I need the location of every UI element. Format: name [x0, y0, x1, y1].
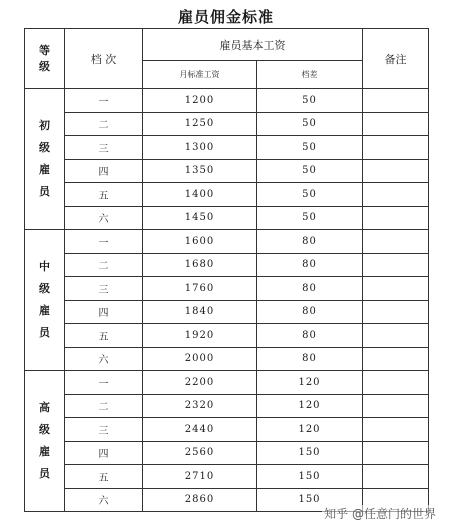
remark-cell: [363, 324, 429, 348]
step-cell: 五: [65, 465, 143, 489]
grade-cell: [25, 371, 65, 512]
monthly-salary-cell: 2440: [143, 418, 257, 442]
table-body: [25, 89, 429, 512]
remark-cell: [363, 89, 429, 113]
table-row: [25, 300, 429, 324]
monthly-salary-cell: 2560: [143, 441, 257, 465]
step-cell: 一: [65, 230, 143, 254]
step-difference-cell: 50: [257, 183, 363, 207]
remark-cell: [363, 253, 429, 277]
step-cell: 四: [65, 300, 143, 324]
monthly-salary-cell: 1920: [143, 324, 257, 348]
step-difference-cell: 50: [257, 112, 363, 136]
step-difference-cell: 120: [257, 371, 363, 395]
remark-cell: [363, 347, 429, 371]
remark-cell: [363, 277, 429, 301]
step-difference-cell: 50: [257, 206, 363, 230]
table-row: [25, 277, 429, 301]
step-cell: 六: [65, 347, 143, 371]
step-difference-cell: 80: [257, 230, 363, 254]
grade-label: 初 级 雇 员: [39, 119, 50, 198]
step-cell: 三: [65, 277, 143, 301]
table-row: [25, 347, 429, 371]
step-cell: 三: [65, 136, 143, 160]
monthly-salary-cell: 2320: [143, 394, 257, 418]
monthly-salary-cell: 1600: [143, 230, 257, 254]
step-difference-cell: 80: [257, 253, 363, 277]
monthly-salary-cell: 1400: [143, 183, 257, 207]
step-cell: 一: [65, 89, 143, 113]
step-difference-cell: 80: [257, 324, 363, 348]
monthly-salary-cell: 1300: [143, 136, 257, 160]
step-cell: 一: [65, 371, 143, 395]
table-row: [25, 230, 429, 254]
remark-cell: [363, 441, 429, 465]
monthly-salary-cell: 1760: [143, 277, 257, 301]
salary-table: [24, 28, 429, 512]
step-difference-cell: 150: [257, 465, 363, 489]
monthly-salary-cell: 1200: [143, 89, 257, 113]
step-cell: 三: [65, 418, 143, 442]
step-cell: 二: [65, 394, 143, 418]
header-remark: 备注: [363, 29, 429, 89]
step-difference-cell: 80: [257, 277, 363, 301]
step-difference-cell: 120: [257, 418, 363, 442]
monthly-salary-cell: 1680: [143, 253, 257, 277]
table-row: [25, 159, 429, 183]
table-row: [25, 465, 429, 489]
header-grade-label: 等 级: [39, 43, 50, 73]
step-difference-cell: 80: [257, 300, 363, 324]
grade-cell: [25, 230, 65, 371]
monthly-salary-cell: 2710: [143, 465, 257, 489]
step-cell: 五: [65, 183, 143, 207]
monthly-salary-cell: 2000: [143, 347, 257, 371]
monthly-salary-cell: 1250: [143, 112, 257, 136]
grade-label: 中 级 雇 员: [39, 260, 50, 339]
step-cell: 六: [65, 488, 143, 512]
remark-cell: [363, 418, 429, 442]
step-difference-cell: 150: [257, 441, 363, 465]
grade-cell: [25, 89, 65, 230]
table-row: [25, 441, 429, 465]
table-row: [25, 206, 429, 230]
remark-cell: [363, 230, 429, 254]
table-row: [25, 324, 429, 348]
remark-cell: [363, 465, 429, 489]
table-row: [25, 89, 429, 113]
table-row: [25, 136, 429, 160]
remark-cell: [363, 371, 429, 395]
remark-cell: [363, 206, 429, 230]
step-cell: 二: [65, 112, 143, 136]
remark-cell: [363, 183, 429, 207]
grade-label: 高 级 雇 员: [39, 401, 50, 480]
monthly-salary-cell: 1450: [143, 206, 257, 230]
step-difference-cell: 80: [257, 347, 363, 371]
remark-cell: [363, 136, 429, 160]
monthly-salary-cell: 2860: [143, 488, 257, 512]
table-row: [25, 371, 429, 395]
header-step: 档 次: [65, 29, 143, 89]
remark-cell: [363, 394, 429, 418]
monthly-salary-cell: 1350: [143, 159, 257, 183]
step-difference-cell: 50: [257, 159, 363, 183]
table-row: [25, 418, 429, 442]
monthly-salary-cell: 1840: [143, 300, 257, 324]
page-title: 雇员佣金标准: [177, 8, 274, 26]
table-row: [25, 112, 429, 136]
monthly-salary-cell: 2200: [143, 371, 257, 395]
remark-cell: [363, 159, 429, 183]
remark-cell: [363, 300, 429, 324]
step-difference-cell: 50: [257, 136, 363, 160]
step-cell: 四: [65, 441, 143, 465]
table-row: [25, 253, 429, 277]
header-base-salary-group: 雇员基本工资: [143, 29, 363, 61]
step-difference-cell: 120: [257, 394, 363, 418]
header-monthly-salary: 月标准工资: [143, 61, 257, 89]
step-difference-cell: 150: [257, 488, 363, 512]
header-grade: [25, 29, 65, 89]
header-step-difference: 档差: [257, 61, 363, 89]
step-cell: 六: [65, 206, 143, 230]
watermark: 知乎 @任意门的世界: [324, 507, 436, 521]
step-difference-cell: 50: [257, 89, 363, 113]
table-row: [25, 394, 429, 418]
step-cell: 五: [65, 324, 143, 348]
step-cell: 二: [65, 253, 143, 277]
step-cell: 四: [65, 159, 143, 183]
remark-cell: [363, 112, 429, 136]
table-row: [25, 183, 429, 207]
